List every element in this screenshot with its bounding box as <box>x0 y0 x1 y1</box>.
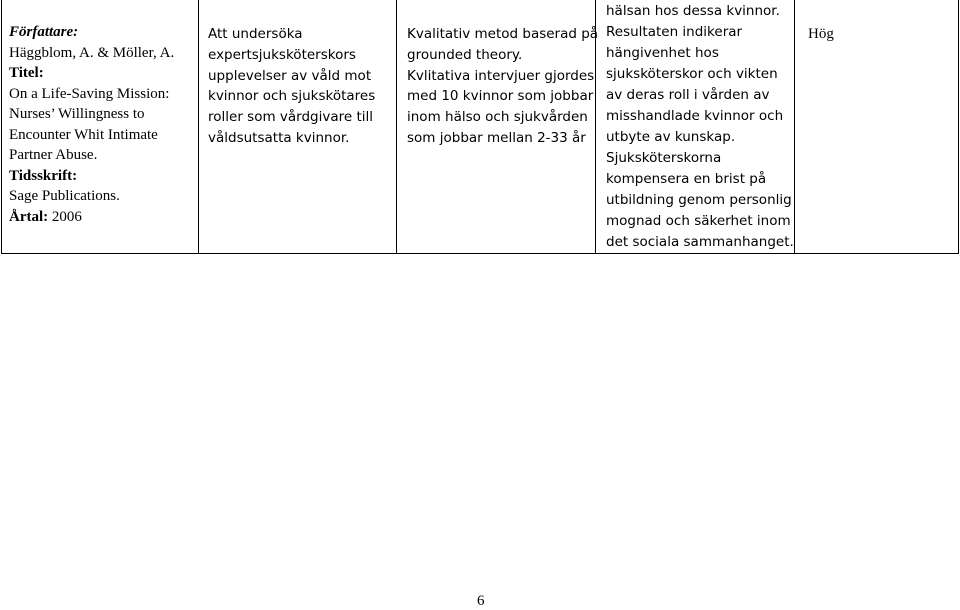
page-number: 6 <box>477 593 485 609</box>
method-line: grounded theory. <box>407 46 523 63</box>
journal-label: Tidsskrift: <box>9 167 78 184</box>
journal-value: Sage Publications. <box>9 188 120 204</box>
year-label: Årtal: <box>9 208 49 225</box>
title-line: Encounter Whit Intimate <box>9 126 158 143</box>
aim-line: expertsjuksköterskors <box>208 46 356 63</box>
method-cell <box>397 0 599 254</box>
article-review-table <box>1 0 959 254</box>
result-line: av deras roll i vården av <box>606 87 770 103</box>
result-line: misshandlade kvinnor och <box>606 108 784 124</box>
method-line: med 10 kvinnor som jobbar <box>407 88 594 105</box>
result-cell <box>596 0 795 254</box>
aim-cell <box>199 0 397 254</box>
result-line: utbildning genom personlig <box>606 192 792 208</box>
result-line: hängivenhet hos <box>606 45 719 61</box>
method-line: inom hälso och sjukvården <box>407 109 588 126</box>
result-line: kompensera en brist på <box>606 171 767 187</box>
aim-line: våldsutsatta kvinnor. <box>208 129 350 146</box>
result-line: mognad och säkerhet inom <box>606 213 791 229</box>
aim-line: Att undersöka <box>208 26 303 42</box>
result-line: sjuksköterskor och vikten <box>606 66 778 82</box>
aim-line: upplevelser av våld mot <box>208 67 372 84</box>
author-cell <box>2 0 199 254</box>
author-value: Häggblom, A. & Möller, A. <box>9 44 175 61</box>
result-line: Resultaten indikerar <box>606 24 743 40</box>
title-line: Partner Abuse. <box>9 147 98 163</box>
year-value: 2006 <box>51 208 82 225</box>
quality-cell <box>795 0 959 254</box>
title-line: On a Life-Saving Mission: <box>9 85 170 102</box>
title-label: Titel: <box>9 65 44 81</box>
aim-line: roller som vårdgivare till <box>208 109 374 126</box>
title-line: Nurses’ Willingness to <box>9 106 145 122</box>
result-line: hälsan hos dessa kvinnor. <box>606 3 780 19</box>
quality-value: Hög <box>808 26 834 42</box>
method-line: Kvlitativa intervjuer gjordes <box>407 67 595 84</box>
method-line: som jobbar mellan 2-33 år <box>407 129 586 146</box>
author-label: Författare: <box>9 24 79 40</box>
table-row <box>2 0 959 254</box>
aim-line: kvinnor och sjukskötares <box>208 88 376 105</box>
result-line: Sjuksköterskorna <box>606 150 722 166</box>
method-line: Kvalitativ metod baserad på <box>407 26 599 42</box>
result-line: utbyte av kunskap. <box>606 129 736 145</box>
result-line: det sociala sammanhanget. <box>606 234 794 250</box>
